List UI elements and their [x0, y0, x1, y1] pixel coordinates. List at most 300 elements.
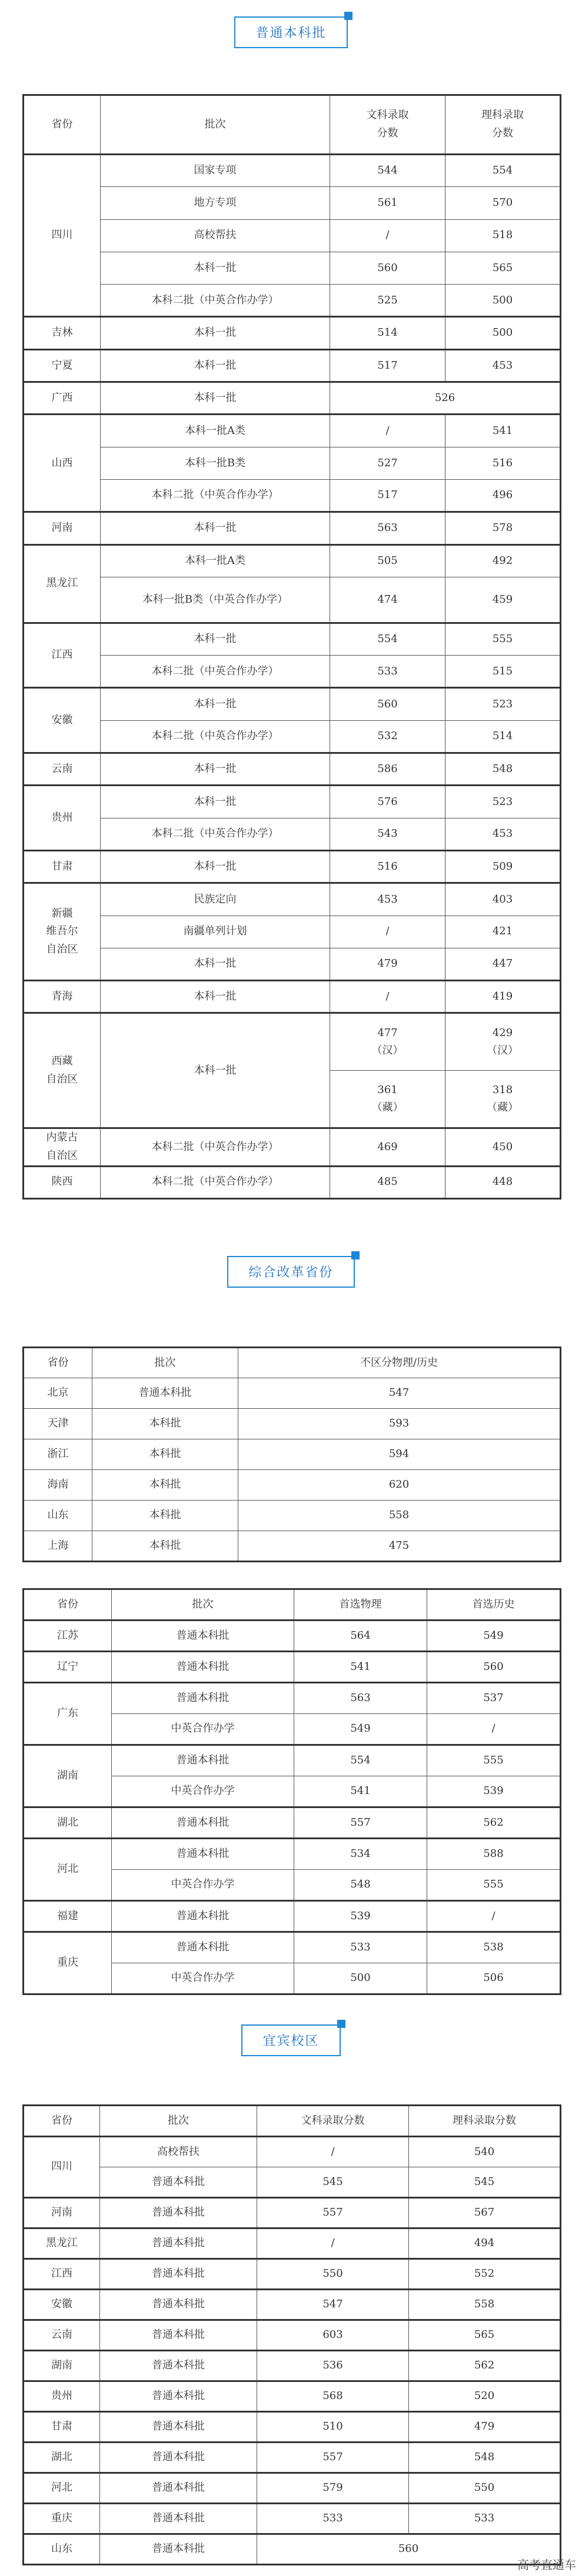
physics-score-cell: 533	[294, 1932, 427, 1963]
history-score-cell: 555	[427, 1870, 561, 1901]
province-cell: 江苏	[24, 1621, 112, 1652]
li-score-cell: 533	[409, 2504, 561, 2534]
wen-score-cell: 479	[330, 948, 445, 980]
batch-cell: 普通本科批	[92, 1378, 238, 1409]
column-header: 批次	[112, 1589, 294, 1621]
li-score-cell: 565	[445, 252, 561, 284]
column-header: 批次	[92, 1348, 238, 1378]
wen-score-cell: /	[257, 2137, 409, 2167]
wen-score-cell: 527	[330, 447, 445, 479]
wen-score-cell: 525	[330, 285, 445, 317]
wen-score-cell: 517	[330, 349, 445, 382]
wen-score-cell: 568	[257, 2381, 409, 2412]
batch-cell: 高校帮扶	[101, 219, 330, 252]
table-row	[24, 252, 561, 284]
column-header: 省份	[24, 2106, 100, 2137]
wen-score-cell: /	[330, 981, 445, 1013]
table-row	[24, 1683, 561, 1714]
province-cell: 陕西	[24, 1166, 101, 1198]
batch-cell: 本科一批A类	[101, 544, 330, 577]
wen-score-cell: 469	[330, 1128, 445, 1166]
batch-cell: 国家专项	[101, 155, 330, 187]
province-cell: 江西	[24, 2259, 100, 2290]
province-cell: 辽宁	[24, 1652, 112, 1683]
score-cell: 594	[238, 1439, 561, 1470]
province-cell: 湖北	[24, 2443, 100, 2473]
physics-score-cell: 541	[294, 1776, 427, 1807]
wen-score-cell: 586	[330, 753, 445, 786]
province-cell: 上海	[24, 1531, 92, 1562]
wen-score-cell: 536	[257, 2351, 409, 2381]
wen-score-cell: /	[330, 219, 445, 252]
batch-cell: 普通本科批	[112, 1652, 294, 1683]
batch-cell: 本科一批	[101, 1013, 330, 1128]
history-score-cell: 549	[427, 1621, 561, 1652]
province-cell: 贵州	[24, 2381, 100, 2412]
li-score-cell: 453	[445, 349, 561, 382]
table-row	[24, 187, 561, 219]
wen-score-cell: 477 （汉）	[330, 1013, 445, 1071]
province-cell: 内蒙古 自治区	[24, 1128, 101, 1166]
table-row	[24, 1166, 561, 1198]
batch-cell: 普通本科批	[112, 1901, 294, 1932]
batch-cell: 本科二批（中英合作办学）	[101, 656, 330, 688]
table-row	[24, 2351, 561, 2381]
batch-cell: 本科批	[92, 1439, 238, 1470]
header-row	[24, 95, 561, 155]
score-cell: 593	[238, 1409, 561, 1439]
batch-cell: 普通本科批	[100, 2290, 257, 2320]
score-cell: 547	[238, 1378, 561, 1409]
wen-score-cell: 561	[330, 187, 445, 219]
wen-score-cell: 545	[257, 2167, 409, 2198]
physics-score-cell: 539	[294, 1901, 427, 1932]
section1-title: 普通本科批	[234, 16, 347, 48]
footer-watermark: 高考直通车	[517, 2558, 576, 2572]
table-row	[24, 1531, 561, 1562]
wen-score-cell: /	[330, 415, 445, 447]
wen-score-cell: 485	[330, 1166, 445, 1198]
wen-score-cell: 563	[330, 512, 445, 544]
physics-score-cell: 541	[294, 1652, 427, 1683]
li-score-cell: 562	[409, 2351, 561, 2381]
batch-cell: 普通本科批	[100, 2228, 257, 2259]
province-cell: 四川	[24, 2137, 100, 2198]
table-row	[24, 155, 561, 187]
column-header: 文科录取 分数	[330, 95, 445, 155]
batch-cell: 中英合作办学	[112, 1776, 294, 1807]
header-row	[24, 2106, 561, 2137]
table-row	[24, 688, 561, 720]
province-cell: 安徽	[24, 688, 101, 753]
province-cell: 广西	[24, 382, 101, 415]
table-row	[24, 1470, 561, 1501]
score-cell: 558	[238, 1501, 561, 1531]
batch-cell: 普通本科批	[100, 2381, 257, 2412]
li-score-cell: 403	[445, 883, 561, 916]
batch-cell: 本科一批B类（中英合作办学）	[101, 577, 330, 623]
table-row	[24, 2381, 561, 2412]
wen-score-cell: 510	[257, 2412, 409, 2443]
batch-cell: 中英合作办学	[112, 1714, 294, 1745]
li-score-cell: 450	[445, 1128, 561, 1166]
table-row	[24, 285, 561, 317]
batch-cell: 本科二批（中英合作办学）	[101, 1166, 330, 1198]
li-score-cell: 479	[409, 2412, 561, 2443]
table-row	[24, 656, 561, 688]
li-score-cell: 518	[445, 219, 561, 252]
table-row	[24, 916, 561, 948]
wen-score-cell: /	[330, 916, 445, 948]
li-score-cell: 421	[445, 916, 561, 948]
batch-cell: 本科批	[92, 1409, 238, 1439]
batch-cell: 中英合作办学	[112, 1963, 294, 1994]
table-row	[24, 512, 561, 544]
li-score-cell: 500	[445, 317, 561, 349]
li-score-cell: 570	[445, 187, 561, 219]
province-cell: 湖南	[24, 1745, 112, 1807]
wen-score-cell: 361 （藏）	[330, 1071, 445, 1128]
batch-cell: 普通本科批	[100, 2351, 257, 2381]
wen-score-cell: 533	[257, 2504, 409, 2534]
batch-cell: 本科批	[92, 1531, 238, 1562]
batch-cell: 本科二批（中英合作办学）	[101, 285, 330, 317]
province-cell: 湖南	[24, 2351, 100, 2381]
table-row	[24, 948, 561, 980]
province-cell: 海南	[24, 1470, 92, 1501]
table-row	[24, 2504, 561, 2534]
wen-score-cell: 514	[330, 317, 445, 349]
batch-cell: 本科一批	[101, 512, 330, 544]
table-row	[24, 219, 561, 252]
province-cell: 贵州	[24, 786, 101, 851]
li-score-cell: 550	[409, 2473, 561, 2504]
batch-cell: 本科一批	[101, 948, 330, 980]
li-score-cell: 318 （藏）	[445, 1071, 561, 1128]
table-row	[24, 1932, 561, 1963]
section3-table	[22, 2104, 561, 2565]
wen-score-cell: 505	[330, 544, 445, 577]
province-cell: 福建	[24, 1901, 112, 1932]
section1-table	[22, 94, 561, 1200]
province-cell: 黑龙江	[24, 544, 101, 623]
province-cell: 河北	[24, 2473, 100, 2504]
batch-cell: 中英合作办学	[112, 1870, 294, 1901]
batch-cell: 普通本科批	[100, 2504, 257, 2534]
province-cell: 甘肃	[24, 2412, 100, 2443]
batch-cell: 本科二批（中英合作办学）	[101, 818, 330, 850]
history-score-cell: 562	[427, 1807, 561, 1839]
li-score-cell: 509	[445, 850, 561, 883]
wen-score-cell: 532	[330, 720, 445, 753]
section2-table1	[22, 1347, 561, 1562]
section3-title-wrap	[0, 2024, 582, 2056]
score-cell: 475	[238, 1531, 561, 1562]
batch-cell: 本科一批	[101, 981, 330, 1013]
history-score-cell: 539	[427, 1776, 561, 1807]
li-score-cell: 429 （汉）	[445, 1013, 561, 1071]
li-score-cell: 500	[445, 285, 561, 317]
batch-cell: 本科一批	[101, 382, 330, 415]
section3-title: 宜宾校区	[241, 2024, 340, 2056]
physics-score-cell: 564	[294, 1621, 427, 1652]
province-cell: 云南	[24, 2320, 100, 2351]
physics-score-cell: 557	[294, 1807, 427, 1839]
wen-score-cell: 543	[330, 818, 445, 850]
table-row	[24, 447, 561, 479]
physics-score-cell: 563	[294, 1683, 427, 1714]
province-cell: 北京	[24, 1378, 92, 1409]
table-row	[24, 2228, 561, 2259]
table-row	[24, 981, 561, 1013]
batch-cell: 南疆单列计划	[101, 916, 330, 948]
province-cell: 黑龙江	[24, 2228, 100, 2259]
li-score-cell: 545	[409, 2167, 561, 2198]
wen-score-cell: 560	[330, 252, 445, 284]
batch-cell: 本科一批	[101, 753, 330, 786]
table-row	[24, 2137, 561, 2167]
batch-cell: 本科一批	[101, 850, 330, 883]
section2-title-wrap	[0, 1256, 582, 1288]
table-row	[24, 1901, 561, 1932]
li-score-cell: 516	[445, 447, 561, 479]
table-row	[24, 577, 561, 623]
batch-cell: 本科一批A类	[101, 415, 330, 447]
physics-score-cell: 549	[294, 1714, 427, 1745]
li-score-cell: 558	[409, 2290, 561, 2320]
province-cell: 山东	[24, 1501, 92, 1531]
province-cell: 云南	[24, 753, 101, 786]
li-score-cell: 419	[445, 981, 561, 1013]
column-header: 首选物理	[294, 1589, 427, 1621]
province-cell: 河南	[24, 2198, 100, 2228]
batch-cell: 普通本科批	[100, 2259, 257, 2290]
wen-score-cell: 560	[330, 688, 445, 720]
wen-score-cell: 603	[257, 2320, 409, 2351]
column-header: 省份	[24, 95, 101, 155]
province-cell: 重庆	[24, 2504, 100, 2534]
province-cell: 安徽	[24, 2290, 100, 2320]
physics-score-cell: 534	[294, 1839, 427, 1870]
batch-cell: 普通本科批	[100, 2443, 257, 2473]
province-cell: 青海	[24, 981, 101, 1013]
li-score-cell: 567	[409, 2198, 561, 2228]
li-score-cell: 540	[409, 2137, 561, 2167]
batch-cell: 本科一批	[101, 317, 330, 349]
wen-score-cell: 453	[330, 883, 445, 916]
li-score-cell: 523	[445, 688, 561, 720]
batch-cell: 本科二批（中英合作办学）	[101, 1128, 330, 1166]
wen-score-cell: /	[257, 2228, 409, 2259]
table-row	[24, 2198, 561, 2228]
batch-cell: 普通本科批	[100, 2534, 257, 2565]
li-score-cell: 541	[445, 415, 561, 447]
table-row	[24, 2320, 561, 2351]
score-cell: 620	[238, 1470, 561, 1501]
batch-cell: 普通本科批	[100, 2320, 257, 2351]
li-score-cell: 565	[409, 2320, 561, 2351]
physics-score-cell: 548	[294, 1870, 427, 1901]
table-row	[24, 2259, 561, 2290]
table-row	[24, 883, 561, 916]
batch-cell: 普通本科批	[112, 1745, 294, 1776]
batch-cell: 本科一批	[101, 623, 330, 655]
batch-cell: 民族定向	[101, 883, 330, 916]
physics-score-cell: 500	[294, 1963, 427, 1994]
history-score-cell: 555	[427, 1745, 561, 1776]
wen-score-cell: 533	[330, 656, 445, 688]
batch-cell: 普通本科批	[112, 1839, 294, 1870]
table-row	[24, 1439, 561, 1470]
province-cell: 河南	[24, 512, 101, 544]
li-score-cell: 548	[409, 2443, 561, 2473]
table-row	[24, 1378, 561, 1409]
table-row	[24, 1409, 561, 1439]
li-score-cell: 453	[445, 818, 561, 850]
batch-cell: 高校帮扶	[100, 2137, 257, 2167]
table-row	[24, 1745, 561, 1776]
table-row	[24, 1013, 561, 1071]
table-row	[24, 753, 561, 786]
li-score-cell: 578	[445, 512, 561, 544]
li-score-cell: 459	[445, 577, 561, 623]
history-score-cell: 506	[427, 1963, 561, 1994]
section2-title: 综合改革省份	[227, 1256, 354, 1288]
history-score-cell: 588	[427, 1839, 561, 1870]
table-row	[24, 415, 561, 447]
table-row	[24, 623, 561, 655]
li-score-cell: 515	[445, 656, 561, 688]
table-row	[24, 317, 561, 349]
li-score-cell: 447	[445, 948, 561, 980]
column-header: 理科录取分数	[409, 2106, 561, 2137]
table-row	[24, 2290, 561, 2320]
li-score-cell: 448	[445, 1166, 561, 1198]
table-row	[24, 1839, 561, 1870]
li-score-cell: 552	[409, 2259, 561, 2290]
province-cell: 宁夏	[24, 349, 101, 382]
province-cell: 山西	[24, 415, 101, 512]
li-score-cell: 514	[445, 720, 561, 753]
column-header: 文科录取分数	[257, 2106, 409, 2137]
province-cell: 四川	[24, 155, 101, 317]
wen-score-cell: 516	[330, 850, 445, 883]
history-score-cell: /	[427, 1901, 561, 1932]
column-header: 首选历史	[427, 1589, 561, 1621]
li-score-cell: 555	[445, 623, 561, 655]
province-cell: 甘肃	[24, 850, 101, 883]
table-row	[24, 479, 561, 512]
history-score-cell: 538	[427, 1932, 561, 1963]
wen-score-cell: 517	[330, 479, 445, 512]
province-cell: 广东	[24, 1683, 112, 1745]
table-row	[24, 2534, 561, 2565]
batch-cell: 本科一批B类	[101, 447, 330, 479]
table-row	[24, 382, 561, 415]
province-cell: 天津	[24, 1409, 92, 1439]
header-row	[24, 1348, 561, 1378]
province-cell: 河北	[24, 1839, 112, 1901]
history-score-cell: /	[427, 1714, 561, 1745]
li-score-cell: 496	[445, 479, 561, 512]
wen-score-cell: 550	[257, 2259, 409, 2290]
li-score-cell: 494	[409, 2228, 561, 2259]
table-row	[24, 2443, 561, 2473]
table-row	[24, 2412, 561, 2443]
score-merged-cell: 560	[257, 2534, 561, 2565]
table-row	[24, 1621, 561, 1652]
section1-title-wrap	[0, 16, 582, 48]
wen-score-cell: 579	[257, 2473, 409, 2504]
wen-score-cell: 576	[330, 786, 445, 818]
province-cell: 新疆 维吾尔 自治区	[24, 883, 101, 981]
physics-score-cell: 554	[294, 1745, 427, 1776]
batch-cell: 普通本科批	[112, 1807, 294, 1839]
batch-cell: 本科一批	[101, 252, 330, 284]
batch-cell: 普通本科批	[100, 2473, 257, 2504]
province-cell: 吉林	[24, 317, 101, 349]
table-row	[24, 818, 561, 850]
column-header: 批次	[100, 2106, 257, 2137]
province-cell: 重庆	[24, 1932, 112, 1994]
table-row	[24, 1501, 561, 1531]
table-row	[24, 2167, 561, 2198]
batch-cell: 本科二批（中英合作办学）	[101, 720, 330, 753]
batch-cell: 地方专项	[101, 187, 330, 219]
batch-cell: 本科批	[92, 1501, 238, 1531]
province-cell: 浙江	[24, 1439, 92, 1470]
province-cell: 湖北	[24, 1807, 112, 1839]
table-row	[24, 544, 561, 577]
batch-cell: 普通本科批	[100, 2198, 257, 2228]
column-header: 不区分物理/历史	[238, 1348, 561, 1378]
table-row	[24, 349, 561, 382]
table-row	[24, 1807, 561, 1839]
table-row	[24, 1652, 561, 1683]
li-score-cell: 548	[445, 753, 561, 786]
batch-cell: 普通本科批	[112, 1932, 294, 1963]
table-row	[24, 786, 561, 818]
wen-score-cell: 557	[257, 2443, 409, 2473]
li-score-cell: 520	[409, 2381, 561, 2412]
wen-score-cell: 547	[257, 2290, 409, 2320]
batch-cell: 普通本科批	[112, 1621, 294, 1652]
li-score-cell: 554	[445, 155, 561, 187]
batch-cell: 本科一批	[101, 349, 330, 382]
history-score-cell: 537	[427, 1683, 561, 1714]
wen-score-cell: 474	[330, 577, 445, 623]
wen-score-cell: 557	[257, 2198, 409, 2228]
column-header: 省份	[24, 1348, 92, 1378]
table-row	[24, 2473, 561, 2504]
header-row	[24, 1589, 561, 1621]
column-header: 省份	[24, 1589, 112, 1621]
table-row	[24, 1128, 561, 1166]
batch-cell: 本科一批	[101, 786, 330, 818]
batch-cell: 普通本科批	[112, 1683, 294, 1714]
batch-cell: 本科二批（中英合作办学）	[101, 479, 330, 512]
province-cell: 山东	[24, 2534, 100, 2565]
batch-cell: 本科一批	[101, 688, 330, 720]
li-score-cell: 523	[445, 786, 561, 818]
section2-table2	[22, 1588, 561, 1995]
score-merged-cell: 526	[330, 382, 561, 415]
history-score-cell: 560	[427, 1652, 561, 1683]
batch-cell: 普通本科批	[100, 2167, 257, 2198]
province-cell: 江西	[24, 623, 101, 688]
batch-cell: 普通本科批	[100, 2412, 257, 2443]
table-row	[24, 720, 561, 753]
